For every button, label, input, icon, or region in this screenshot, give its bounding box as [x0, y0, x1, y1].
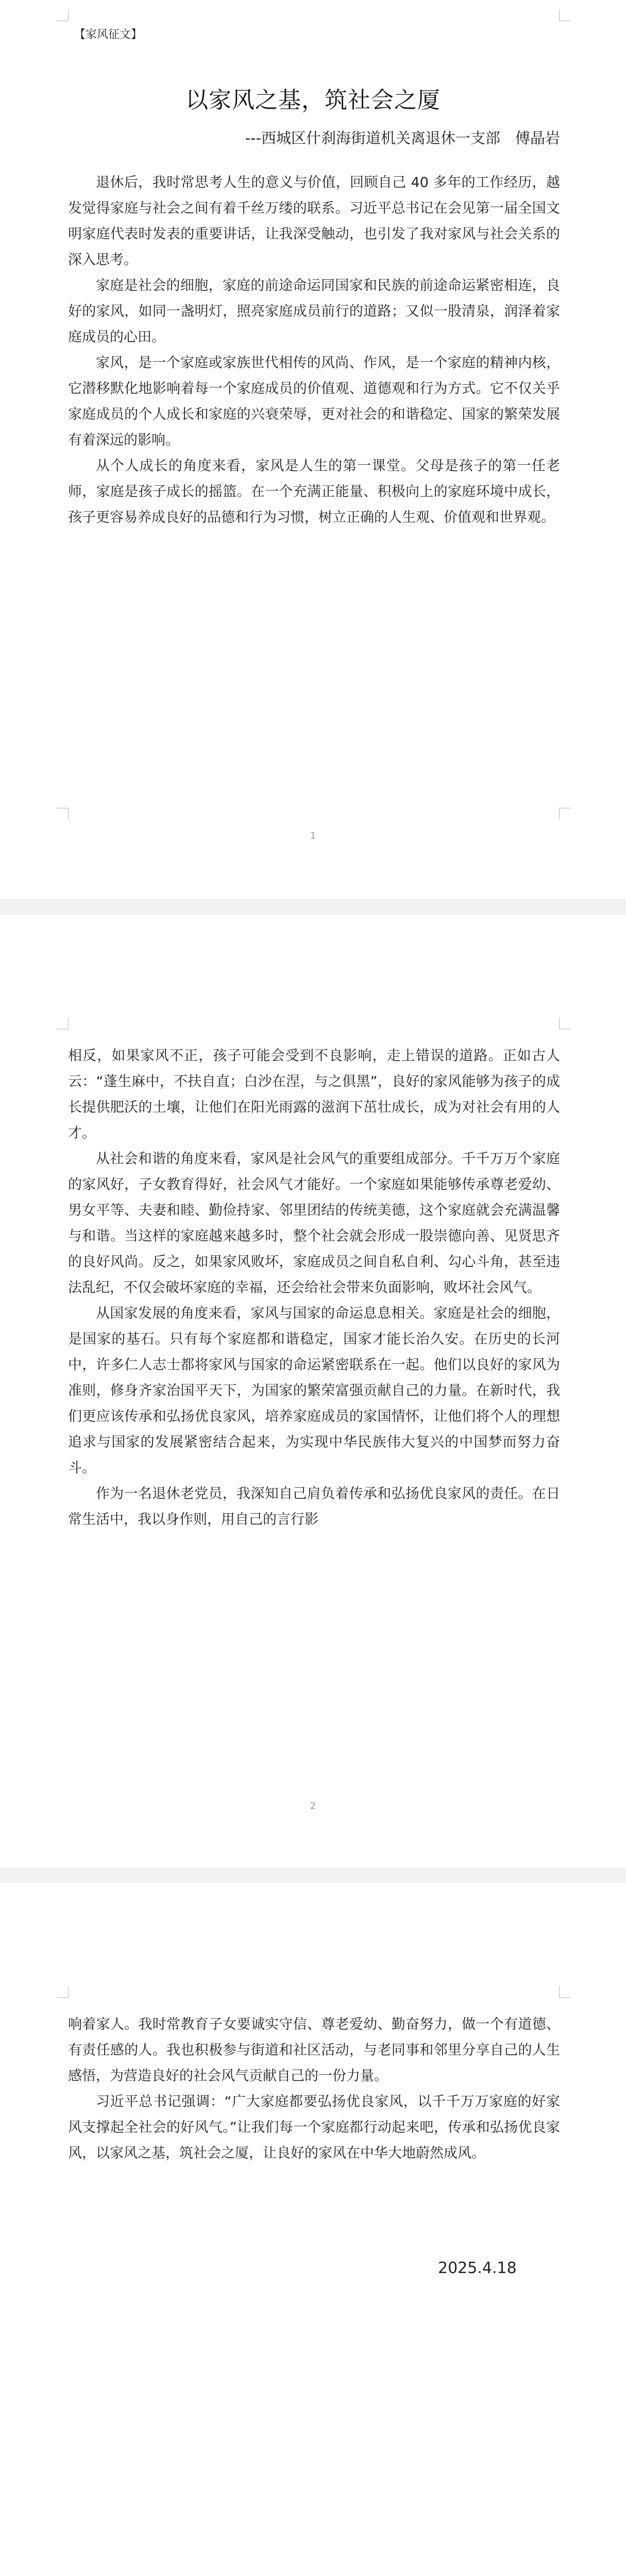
page-gap — [0, 1868, 626, 1883]
page-number: 1 — [310, 831, 316, 841]
margin-corner-mark — [559, 1018, 571, 1029]
margin-corner-mark — [57, 1018, 69, 1029]
document-page-3 — [0, 1883, 626, 2576]
essay-title: 以家风之基，筑社会之厦 — [185, 87, 441, 113]
paragraph: 退休后，我时常思考人生的意义与价值，回顾自己 40 多年的工作经历，越发觉得家庭与社会之间有着千丝万缕的联系。习近平总书记在会见第一届全国文明家庭代表时发表的重要讲话，让我深受触动，也引发了我对家风与社会关系的深入思考。 — [68, 175, 560, 268]
body-text — [68, 170, 560, 531]
paragraph: 从个人成长的角度来看，家风是人生的第一课堂。父母是孩子的第一任老师，家庭是孩子成长的摇篮。在一个充满正能量、积极向上的家庭环境中成长，孩子更容易养成良好的品德和行为习惯，树立正确的人生观、价值观和世界观。 — [68, 458, 560, 526]
document-page-1 — [0, 0, 626, 899]
margin-corner-mark — [559, 9, 571, 21]
margin-corner-mark — [57, 1986, 69, 1998]
paragraph: 相反，如果家风不正，孩子可能会受到不良影响，走上错误的道路。正如古人云：“蓬生麻中，不扶自直；白沙在涅，与之俱黑”，良好的家风能够为孩子的成长提供肥沃的土壤，让他们在阳光雨露的滋润下茁壮成长，成为对社会有用的人才。 — [68, 1048, 560, 1141]
margin-corner-mark — [559, 1986, 571, 1998]
paragraph: 从国家发展的角度来看，家风与国家的命运息息相关。家庭是社会的细胞，是国家的基石。只有每个家庭都和谐稳定，国家才能长治久安。在历史的长河中，许多仁人志士都将家风与国家的命运紧密联系在一起。他们以良好的家风为准则，修身齐家治国平天下，为国家的繁荣富强贡献自己的力量。在新时代，我们更应该传承和弘扬优良家风，培养家庭成员的家国情怀，让他们将个人的理想追求与国家的发展紧密结合起来，为实现中华民族伟大复兴的中国梦而努力奋斗。 — [68, 1306, 560, 1476]
paragraph: 家风，是一个家庭或家族世代相传的风尚、作风，是一个家庭的精神内核，它潜移默化地影响着每一个家庭成员的价值观、道德观和行为方式。它不仅关乎家庭成员的个人成长和家庭的兴衰荣辱，更对社会的和谐稳定、国家的繁荣发展有着深远的影响。 — [68, 355, 560, 448]
margin-corner-mark — [559, 808, 571, 820]
page-number: 2 — [310, 1801, 316, 1811]
page-gap — [0, 899, 626, 914]
paragraph: 从社会和谐的角度来看，家风是社会风气的重要组成部分。千千万万个家庭的家风好，子女教育得好，社会风气才能好。一个家庭如果能够传承尊老爱幼、男女平等、夫妻和睦、勤俭持家、邻里团结的传统美德，这个家庭就会充满温馨与和谐。当这样的家庭越来越多时，整个社会就会形成一股崇德向善、见贤思齐的良好风尚。反之，如果家风败坏，家庭成员之间自私自利、勾心斗角，甚至违法乱纪，不仅会破坏家庭的幸福，还会给社会带来负面影响，败坏社会风气。 — [68, 1151, 560, 1296]
essay-category-tag: 【家风征文】 — [74, 28, 143, 41]
paragraph: 响着家人。我时常教育子女要诚实守信、尊老爱幼、勤奋努力，做一个有道德、有责任感的人。我也积极参与街道和社区活动，与老同事和邻里分享自己的人生感悟，为营造良好的社会风气贡献自己的一份力量。 — [68, 2016, 560, 2084]
margin-corner-mark — [57, 9, 69, 21]
document-page-2 — [0, 914, 626, 1868]
margin-corner-mark — [57, 808, 69, 820]
paragraph: 习近平总书记强调：“广大家庭都要弘扬优良家风，以千千万万家庭的好家风支撑起全社会的好风气。”让我们每一个家庭都行动起来吧，传承和弘扬优良家风，以家风之基，筑社会之厦，让良好的家风在中华大地蔚然成风。 — [68, 2094, 560, 2161]
paragraph: 作为一名退休老党员，我深知自己肩负着传承和弘扬优良家风的责任。在日常生活中，我以身作则，用自己的言行影 — [68, 1486, 560, 1528]
paragraph: 家庭是社会的细胞，家庭的前途命运同国家和民族的前途命运紧密相连，良好的家风，如同一盏明灯，照亮家庭成员前行的道路；又似一股清泉，润泽着家庭成员的心田。 — [68, 278, 560, 345]
essay-author: ---西城区什刹海街道机关离退休一支部 傅晶岩 — [245, 129, 560, 147]
body-text — [68, 1043, 560, 1533]
body-text — [68, 2012, 560, 2166]
essay-date: 2025.4.18 — [438, 2259, 517, 2277]
